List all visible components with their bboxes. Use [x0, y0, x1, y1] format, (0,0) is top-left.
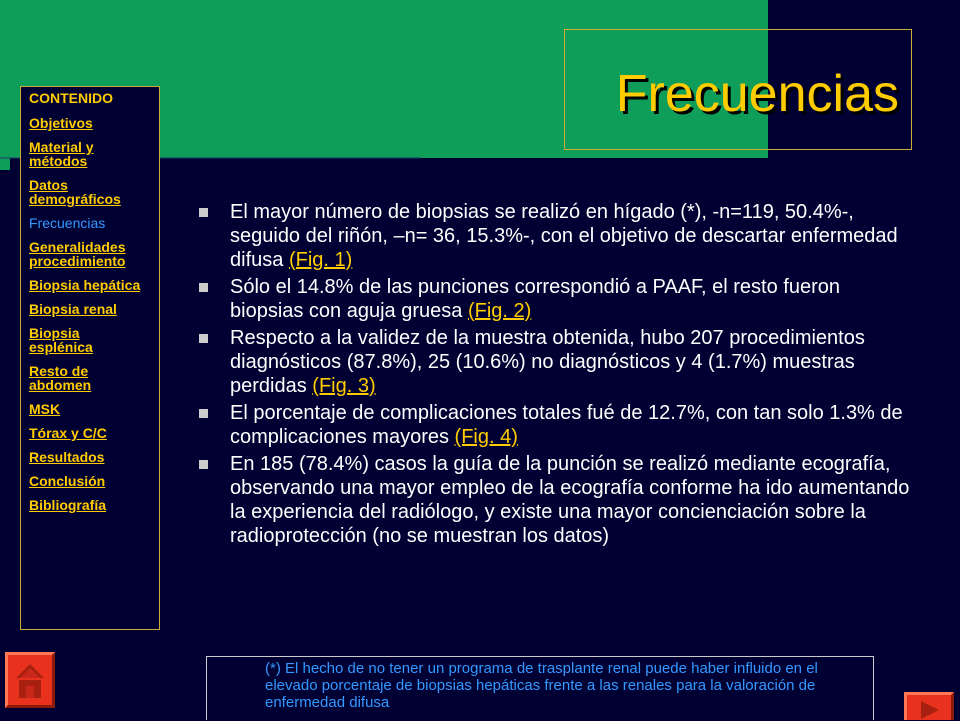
- sidebar-item-frecuencias[interactable]: Frecuencias: [29, 215, 106, 231]
- home-icon: [13, 661, 47, 701]
- sidebar-item-torax-cc[interactable]: Tórax y C/C: [29, 425, 107, 441]
- bullet-text: Respecto a la validez de la muestra obtenida, hubo 207 procedimientos diagnósticos (87.8%), 25 (10.6%) no diagnósticos y 4 (1.7%) muestras perdidas: [230, 327, 865, 397]
- sidebar-item-biopsia-hepatica[interactable]: Biopsia hepática: [29, 277, 141, 293]
- next-arrow-icon: [913, 699, 947, 721]
- bullet-square-icon: [199, 460, 208, 469]
- bullet-square-icon: [199, 208, 208, 217]
- header-green-sliver: [0, 158, 10, 170]
- bullet-item: [198, 326, 910, 398]
- sidebar-item-biopsia-renal[interactable]: Biopsia renal: [29, 301, 117, 317]
- main-content: [198, 200, 910, 551]
- sidebar-item-datos-demograficos[interactable]: Datos demográficos: [29, 177, 121, 207]
- title-frame: [564, 29, 912, 150]
- home-button[interactable]: [5, 652, 55, 708]
- sidebar-item-bibliografia[interactable]: Bibliografía: [29, 497, 107, 513]
- sidebar-item-resultados[interactable]: Resultados: [29, 449, 105, 465]
- fig-4-link[interactable]: (Fig. 4): [454, 426, 518, 448]
- sidebar-item-resto-abdomen[interactable]: Resto de abdomen: [29, 363, 92, 393]
- fig-2-link[interactable]: (Fig. 2): [467, 300, 532, 322]
- sidebar-item-biopsia-esplenica[interactable]: Biopsia esplénica: [29, 325, 93, 355]
- sidebar-heading: CONTENIDO: [29, 90, 113, 106]
- fig-3-link[interactable]: (Fig. 3): [312, 375, 376, 397]
- next-slide-button[interactable]: [904, 692, 954, 720]
- sidebar-item-conclusion[interactable]: Conclusión: [29, 473, 106, 489]
- bullet-square-icon: [199, 334, 208, 343]
- bullet-item: [198, 401, 910, 449]
- sidebar-item-generalidades[interactable]: Generalidades procedimiento: [29, 239, 126, 269]
- bullet-item: [198, 275, 910, 323]
- footnote-box: [206, 656, 874, 720]
- bullet-square-icon: [199, 409, 208, 418]
- bullet-text: El porcentaje de complicaciones totales fué de 12.7%, con tan solo 1.3% de complicaciones mayores: [230, 402, 903, 448]
- sidebar-item-material-metodos[interactable]: Material y métodos: [29, 139, 94, 169]
- fig-1-link[interactable]: (Fig. 1): [288, 249, 353, 271]
- footnote-text: (*) El hecho de no tener un programa de trasplante renal puede haber influido en el elevado porcentaje de biopsias hepáticas frente a las renales para la valoración de enfermedad difusa: [265, 660, 818, 711]
- bullet-square-icon: [199, 283, 208, 292]
- bullet-text: En 185 (78.4%) casos la guía de la punción se realizó mediante ecografía, observando una mayor empleo de la ecografía conforme ha ido aumentando la experiencia del radiólogo, y existe una mayor concienciación sobre la radioprotección (no se muestran los datos): [230, 453, 910, 547]
- bullet-item: [198, 452, 910, 548]
- bullet-item: [198, 200, 910, 272]
- sidebar-item-objetivos[interactable]: Objetivos: [29, 115, 93, 131]
- sidebar-item-msk[interactable]: MSK: [29, 401, 61, 417]
- sidebar-contents: [20, 86, 160, 630]
- bullet-text: El mayor número de biopsias se realizó en hígado (*), -n=119, 50.4%-, seguido del riñón, –n= 36, 15.3%-, con el objetivo de descartar enfermedad difusa: [230, 201, 898, 271]
- bullet-text: Sólo el 14.8% de las punciones correspondió a PAAF, el resto fueron biopsias con aguja gruesa: [230, 276, 840, 322]
- page-title: Frecuencias: [615, 65, 899, 123]
